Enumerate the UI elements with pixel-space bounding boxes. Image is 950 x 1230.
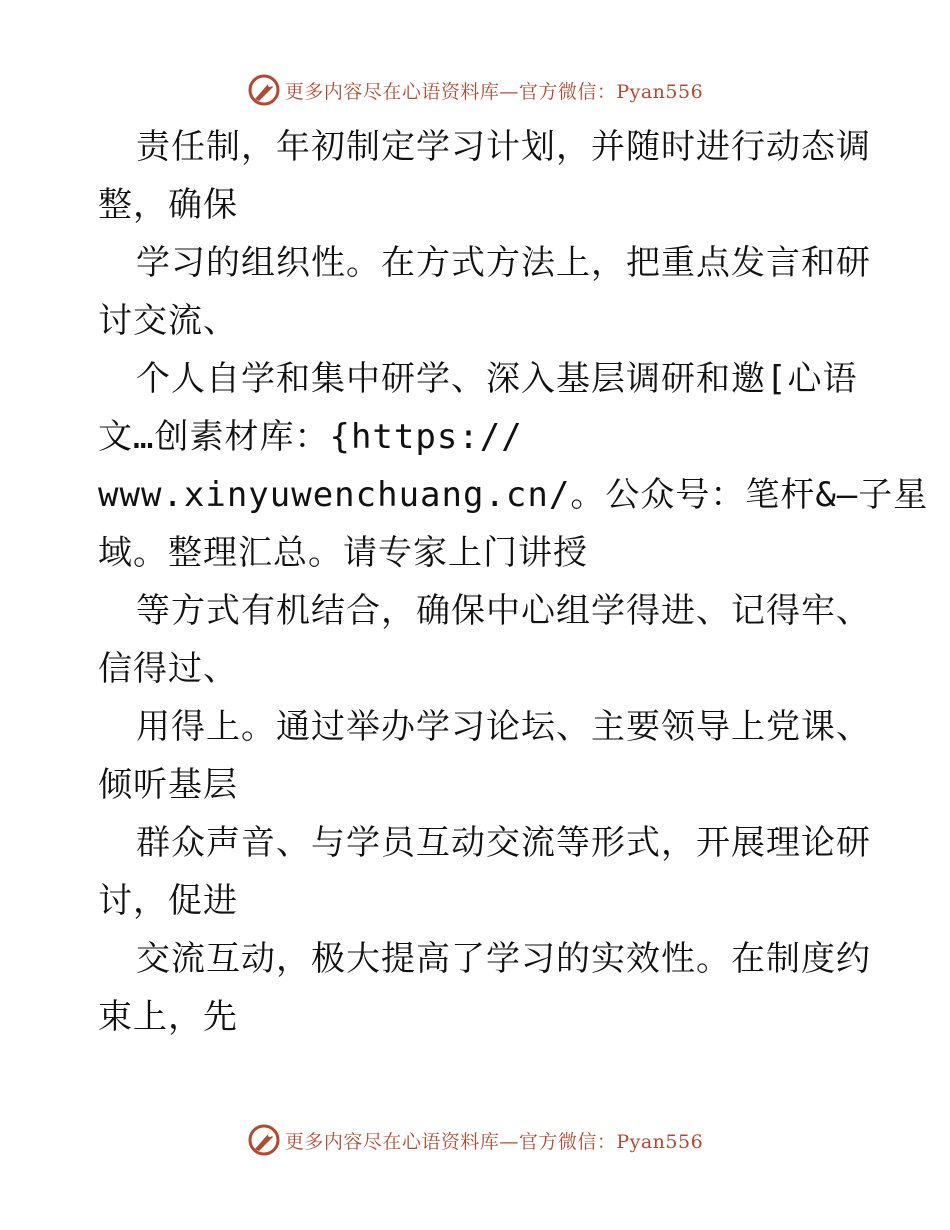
body-line: 用得上。通过举办学习论坛、主要领导上党课、 <box>136 707 871 747</box>
body-line: 信得过、 <box>98 649 238 689</box>
header-banner-text: 更多内容尽在心语资料库—官方微信：Pyan556 <box>284 80 704 103</box>
body-line: 域。整理汇总。请专家上门讲授 <box>98 533 588 573</box>
body-line: 等方式有机结合，确保中心组学得进、记得牢、 <box>136 591 871 631</box>
header-banner <box>0 70 950 110</box>
footer-banner-text: 更多内容尽在心语资料库—官方微信：Pyan556 <box>284 1130 704 1153</box>
pen-nib-logo-icon <box>247 73 281 107</box>
body-line: 文…创素材库：{https:// <box>98 417 523 457</box>
body-line: 讨，促进 <box>98 881 238 921</box>
body-line: 束上，先 <box>98 997 238 1037</box>
body-line: www.xinyuwenchuang.cn/。公众号：笔杆&—子星 <box>98 475 929 515</box>
body-line: 个人自学和集中研学、深入基层调研和邀[心语 <box>136 359 858 399</box>
pen-nib-logo-icon <box>247 1123 281 1157</box>
document-body <box>98 118 929 1046</box>
footer-banner <box>0 1120 950 1160</box>
body-line: 责任制，年初制定学习计划，并随时进行动态调 <box>136 127 871 167</box>
body-line: 整，确保 <box>98 185 238 225</box>
body-line: 讨交流、 <box>98 301 238 341</box>
body-line: 交流互动，极大提高了学习的实效性。在制度约 <box>136 939 871 979</box>
body-line: 学习的组织性。在方式方法上，把重点发言和研 <box>136 243 871 283</box>
body-line: 群众声音、与学员互动交流等形式，开展理论研 <box>136 823 871 863</box>
body-line: 倾听基层 <box>98 765 238 805</box>
